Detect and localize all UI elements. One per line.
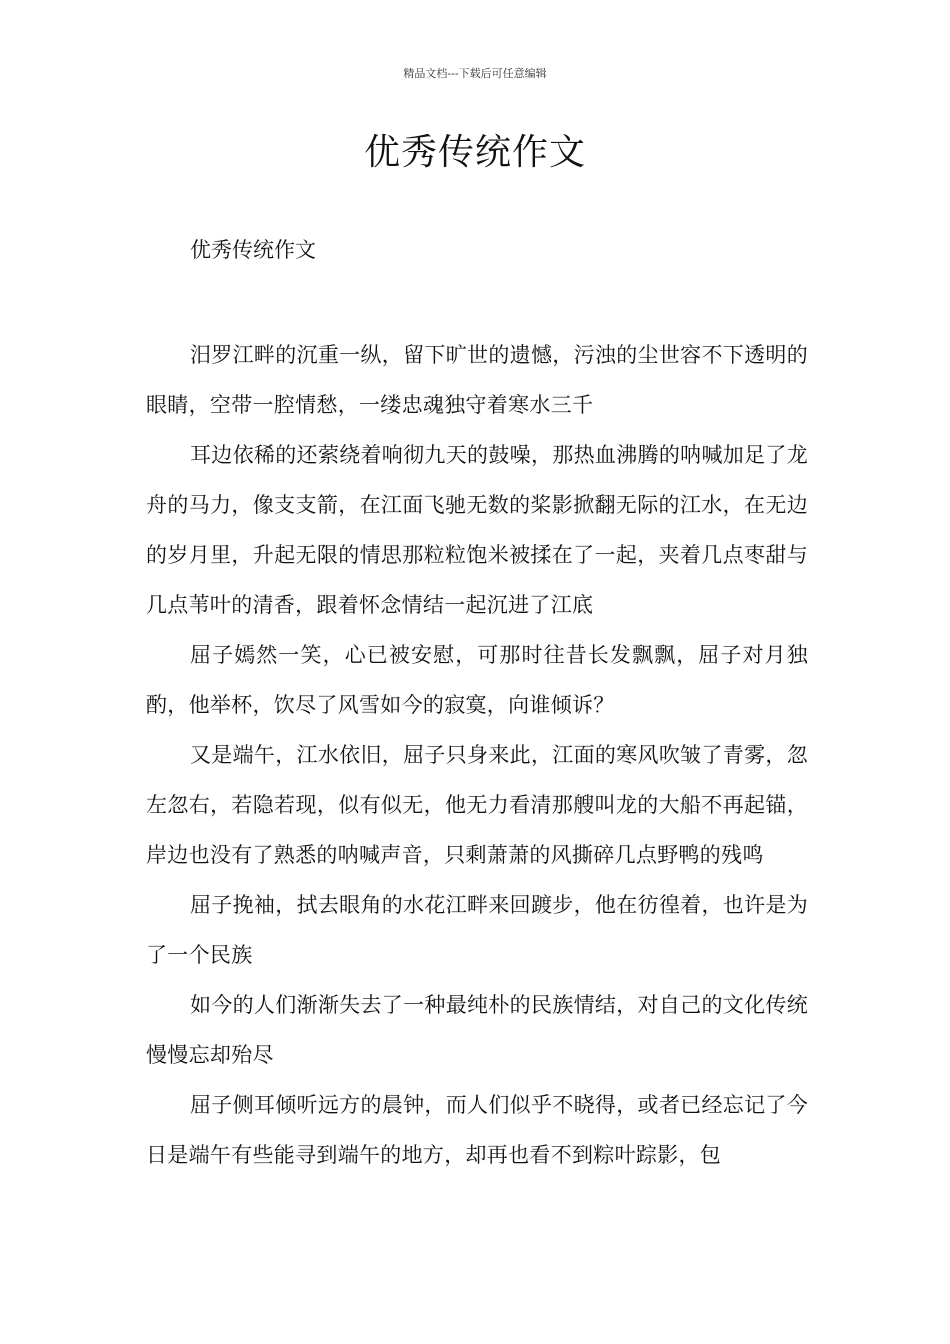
document-subtitle: 优秀传统作文 — [190, 238, 316, 262]
paragraph: 耳边依稀的还萦绕着响彻九天的鼓噪，那热血沸腾的呐喊加足了龙舟的马力，像支支箭，在江面飞驰无数的桨影掀翻无际的江水，在无边的岁月里，升起无限的情思那粒粒饱米被揉在了一起，夹着几点枣甜与几点苇叶的清香，跟着怀念情结一起沉进了江底 — [146, 443, 808, 617]
paragraph: 又是端午，江水依旧，屈子只身来此，江面的寒风吹皱了青雾，忽左忽右，若隐若现，似有似无，他无力看清那艘叫龙的大船不再起锚，岸边也没有了熟悉的呐喊声音，只剩萧萧的风撕碎几点野鸭的残鸣 — [146, 743, 808, 867]
paragraph: 屈子挽袖，拭去眼角的水花江畔来回踱步，他在彷徨着，也许是为了一个民族 — [146, 893, 808, 967]
paragraph: 屈子侧耳倾听远方的晨钟，而人们似乎不晓得，或者已经忘记了今日是端午有些能寻到端午的地方，却再也看不到粽叶踪影，包 — [146, 1093, 808, 1167]
paragraph: 汨罗江畔的沉重一纵，留下旷世的遗憾，污浊的尘世容不下透明的眼睛，空带一腔情愁，一缕忠魂独守着寒水三千 — [146, 343, 808, 417]
header-note: 精品文档---下载后可任意编辑 — [403, 67, 547, 80]
paragraph: 如今的人们渐渐失去了一种最纯朴的民族情结，对自己的文化传统慢慢忘却殆尽 — [146, 993, 808, 1067]
document-title: 优秀传统作文 — [363, 132, 586, 173]
document-body — [146, 330, 808, 1180]
paragraph: 屈子嫣然一笑，心已被安慰，可那时往昔长发飘飘，屈子对月独酌，他举杯，饮尽了风雪如今的寂寞，向谁倾诉？ — [146, 643, 808, 717]
